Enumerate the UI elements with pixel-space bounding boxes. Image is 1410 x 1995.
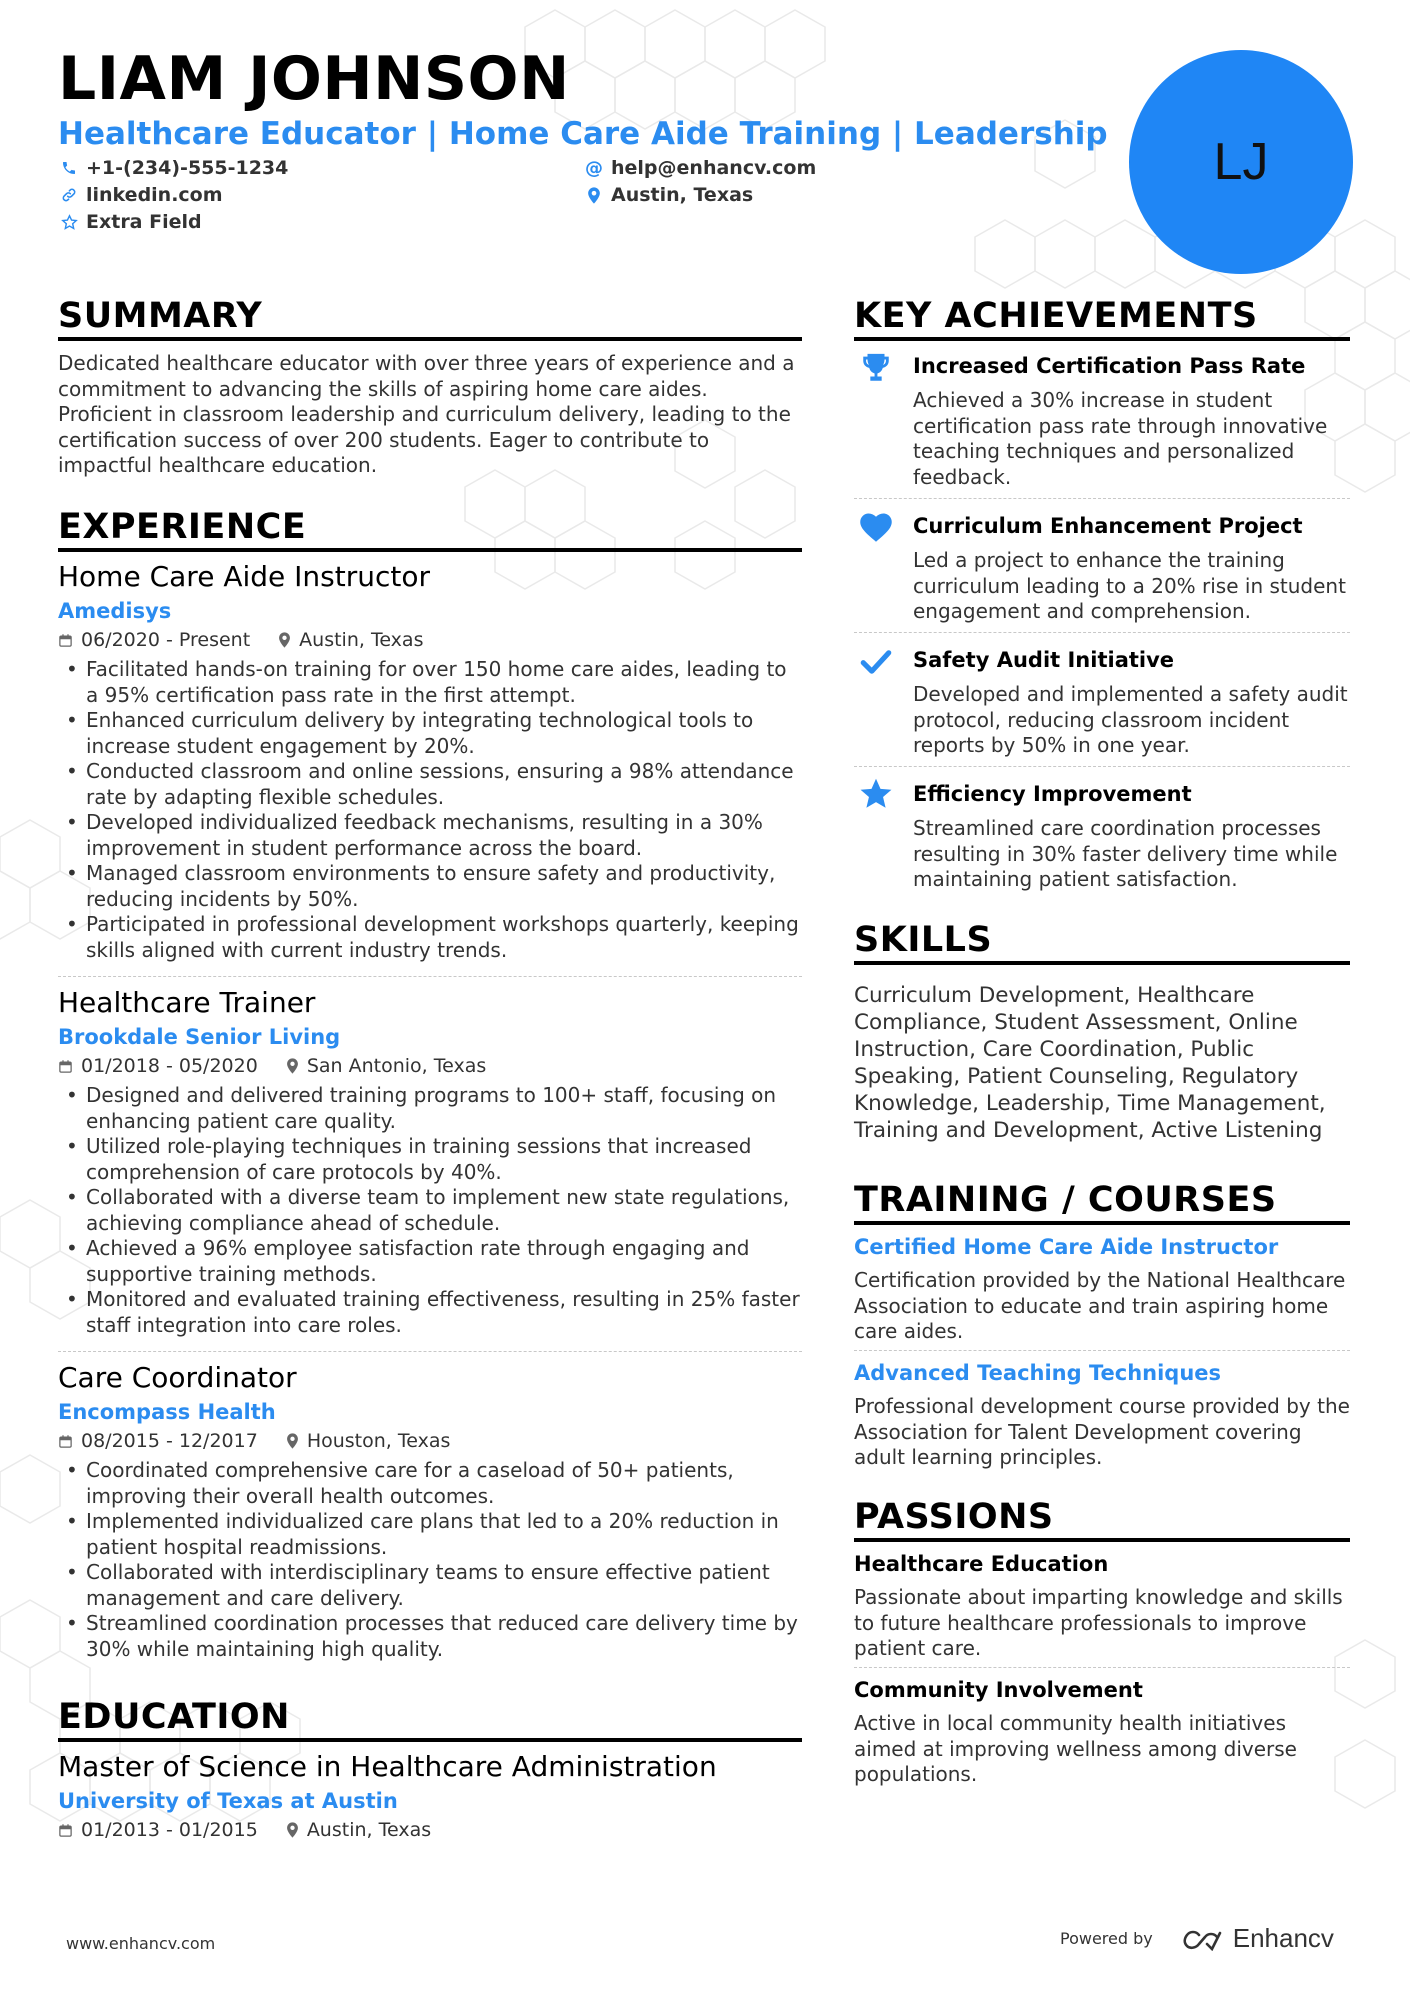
job-location: San Antonio, Texas	[306, 1055, 487, 1077]
education-heading: EDUCATION	[58, 1697, 290, 1737]
location-pin-icon	[278, 632, 291, 648]
experience-heading: EXPERIENCE	[58, 507, 307, 547]
entry-divider	[854, 1350, 1350, 1351]
calendar-icon	[58, 1823, 73, 1838]
achievement-title: Safety Audit Initiative	[913, 648, 1175, 672]
location-pin-icon	[286, 1058, 299, 1074]
bullet-item: • Conducted classroom and online sessions, ensuring a 98% attendance rate by adapting flexible schedules.	[58, 759, 802, 810]
location-pin-icon	[286, 1822, 299, 1838]
achievement-title: Increased Certification Pass Rate	[913, 354, 1306, 378]
education-dates: 01/2013 - 01/2015	[81, 1819, 258, 1841]
job-title: Care Coordinator	[58, 1361, 297, 1394]
enhancv-brand: Enhancv	[1232, 1923, 1334, 1953]
company-name[interactable]: Brookdale Senior Living	[58, 1025, 341, 1049]
enhancv-logo-icon	[1179, 1927, 1223, 1951]
achievement-text: Led a project to enhance the training curriculum leading to a 20% rise in student engagement and comprehension.	[913, 548, 1346, 623]
bullet-item: • Developed individualized feedback mechanisms, resulting in a 30% improvement in student performance across the board.	[58, 810, 802, 861]
powered-by-enhancv[interactable]	[1060, 1923, 1334, 1954]
job-location: Austin, Texas	[299, 629, 424, 651]
summary-heading: SUMMARY	[58, 296, 263, 336]
email-contact[interactable]	[583, 157, 816, 179]
achievements-heading: KEY ACHIEVEMENTS	[854, 296, 1258, 336]
achievement-text: Developed and implemented a safety audit protocol, reducing classroom incident reports by 50% in one year.	[913, 682, 1348, 757]
passion-item	[854, 1678, 1350, 1788]
job-meta	[58, 1430, 802, 1452]
skills-heading: SKILLS	[854, 920, 993, 960]
avatar	[1129, 50, 1353, 274]
achievement-item	[913, 514, 1353, 625]
company-name[interactable]: Amedisys	[58, 599, 172, 623]
calendar-icon	[58, 633, 73, 648]
bullet-item: • Utilized role-playing techniques in training sessions that increased comprehension of care protocols by 40%.	[58, 1134, 802, 1185]
avatar-initials: LJ	[1213, 133, 1269, 191]
bullet-item: • Collaborated with a diverse team to implement new state regulations, achieving compliance ahead of schedule.	[58, 1185, 802, 1236]
phone-icon	[58, 160, 80, 176]
link-icon	[58, 187, 80, 203]
entry-divider	[854, 1667, 1350, 1668]
job-meta	[58, 1055, 802, 1077]
location-pin-icon	[583, 187, 605, 204]
course-text: Certification provided by the National Healthcare Association to educate and train aspiring home care aides.	[854, 1268, 1346, 1343]
achievement-item	[913, 782, 1353, 893]
education-meta	[58, 1819, 802, 1841]
achievement-item	[913, 648, 1353, 759]
passion-text: Active in local community health initiatives aimed at improving wellness among diverse populations.	[854, 1711, 1297, 1786]
skills-text: Curriculum Development, Healthcare Compliance, Student Assessment, Online Instruction, Care Coordination, Public Speaking, Patient Counseling, Regulatory Knowledge, Leadership, Time Management, Training and Development, Active Listening	[854, 983, 1326, 1143]
course-item	[854, 1235, 1350, 1345]
education-entry	[58, 1750, 802, 1841]
school-name[interactable]: University of Texas at Austin	[58, 1789, 398, 1813]
job-bullets	[58, 657, 802, 963]
company-name[interactable]: Encompass Health	[58, 1400, 276, 1424]
calendar-icon	[58, 1059, 73, 1074]
course-text: Professional development course provided by the Association for Talent Development covering adult learning principles.	[854, 1394, 1350, 1469]
extra-field-text: Extra Field	[86, 211, 202, 233]
location-contact	[583, 184, 753, 206]
passion-title: Healthcare Education	[854, 1552, 1109, 1576]
training-heading: TRAINING / COURSES	[854, 1180, 1277, 1220]
experience-divider	[58, 548, 802, 552]
achievement-title: Efficiency Improvement	[913, 782, 1192, 806]
bullet-item: • Monitored and evaluated training effectiveness, resulting in 25% faster staff integration into care roles.	[58, 1287, 802, 1338]
achievements-divider	[854, 337, 1350, 341]
trophy-icon	[856, 348, 896, 388]
calendar-icon	[58, 1434, 73, 1449]
job-location: Houston, Texas	[306, 1430, 451, 1452]
location-pin-icon	[286, 1433, 299, 1449]
passion-text: Passionate about imparting knowledge and skills to future healthcare professionals to improve patient care.	[854, 1585, 1343, 1660]
entry-divider	[58, 1351, 802, 1352]
passion-item	[854, 1552, 1350, 1662]
achievement-text: Streamlined care coordination processes resulting in 30% faster delivery time while maintaining patient satisfaction.	[913, 816, 1338, 891]
bullet-item: • Managed classroom environments to ensure safety and productivity, reducing incidents by 50%.	[58, 861, 802, 912]
course-title[interactable]: Certified Home Care Aide Instructor	[854, 1235, 1279, 1259]
job-dates: 06/2020 - Present	[81, 629, 251, 651]
linkedin-contact[interactable]	[58, 184, 223, 206]
bullet-item: • Designed and delivered training programs to 100+ staff, focusing on enhancing patient care quality.	[58, 1083, 802, 1134]
achievement-item	[913, 354, 1353, 490]
course-item	[854, 1361, 1350, 1471]
job-meta	[58, 629, 802, 651]
extra-field-contact	[58, 211, 202, 233]
course-title[interactable]: Advanced Teaching Techniques	[854, 1361, 1222, 1385]
phone-text: +1-(234)-555-1234	[86, 157, 289, 179]
experience-entry	[58, 560, 802, 963]
achievement-title: Curriculum Enhancement Project	[913, 514, 1303, 538]
at-sign-icon: @	[585, 157, 603, 179]
education-divider	[58, 1738, 802, 1742]
checkmark-icon	[856, 642, 896, 682]
entry-divider	[58, 976, 802, 977]
achievement-text: Achieved a 30% increase in student certification pass rate through innovative teaching techniques and personalized feedback.	[913, 388, 1328, 489]
job-bullets	[58, 1083, 802, 1338]
skills-divider	[854, 961, 1350, 965]
email-text: help@enhancv.com	[611, 157, 817, 179]
heart-icon	[856, 506, 896, 546]
bullet-item: • Facilitated hands-on training for over 150 home care aides, leading to a 95% certification pass rate in the first attempt.	[58, 657, 802, 708]
passion-title: Community Involvement	[854, 1678, 1143, 1702]
headline: Healthcare Educator | Home Care Aide Training | Leadership	[58, 116, 1108, 152]
footer-website[interactable]: www.enhancv.com	[66, 1934, 216, 1953]
linkedin-text: linkedin.com	[86, 184, 223, 206]
bullet-item: • Implemented individualized care plans that led to a 20% reduction in patient hospital readmissions.	[58, 1509, 802, 1560]
experience-entry	[58, 1361, 802, 1662]
passions-heading: PASSIONS	[854, 1497, 1054, 1537]
degree-title: Master of Science in Healthcare Administration	[58, 1750, 717, 1783]
bullet-item: • Achieved a 96% employee satisfaction rate through engaging and supportive training methods.	[58, 1236, 802, 1287]
summary-divider	[58, 337, 802, 341]
entry-divider	[854, 498, 1350, 499]
job-bullets	[58, 1458, 802, 1662]
passions-divider	[854, 1538, 1350, 1542]
entry-divider	[854, 766, 1350, 767]
bullet-item: • Streamlined coordination processes that reduced care delivery time by 30% while maintaining high quality.	[58, 1611, 802, 1662]
star-icon	[856, 774, 896, 814]
training-divider	[854, 1221, 1350, 1225]
candidate-name: LIAM JOHNSON	[58, 44, 570, 114]
education-location: Austin, Texas	[306, 1819, 432, 1841]
phone-contact[interactable]	[58, 157, 288, 179]
job-title: Healthcare Trainer	[58, 986, 316, 1019]
bullet-item: • Participated in professional development workshops quarterly, keeping skills aligned with current industry trends.	[58, 912, 802, 963]
bullet-item: • Collaborated with interdisciplinary teams to ensure effective patient management and care delivery.	[58, 1560, 802, 1611]
entry-divider	[854, 632, 1350, 633]
summary-text: Dedicated healthcare educator with over three years of experience and a commitment to advancing the skills of aspiring home care aides. Proficient in classroom leadership and curriculum delivery, leading to the certification success of over 200 students. Eager to contribute to impactful healthcare education.	[58, 351, 795, 477]
job-dates: 01/2018 - 05/2020	[81, 1055, 258, 1077]
bullet-item: • Coordinated comprehensive care for a caseload of 50+ patients, improving their overall health outcomes.	[58, 1458, 802, 1509]
job-title: Home Care Aide Instructor	[58, 560, 430, 593]
powered-by-label: Powered by	[1060, 1929, 1153, 1948]
star-outline-icon	[58, 214, 80, 231]
location-text: Austin, Texas	[611, 184, 754, 206]
bullet-item: • Enhanced curriculum delivery by integrating technological tools to increase student engagement by 20%.	[58, 708, 802, 759]
job-dates: 08/2015 - 12/2017	[81, 1430, 258, 1452]
experience-entry	[58, 986, 802, 1338]
